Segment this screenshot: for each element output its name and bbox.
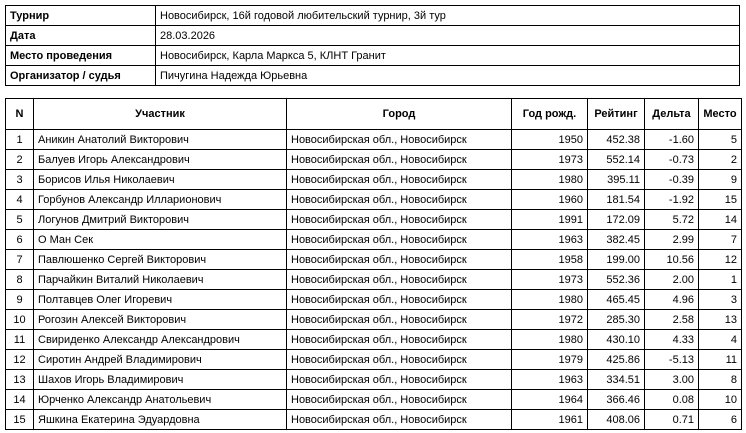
cell-participant: Парчайкин Виталий Николаевич	[34, 270, 287, 290]
info-label: Турнир	[6, 6, 156, 26]
results-header	[6, 99, 742, 130]
cell-place: 9	[699, 170, 742, 190]
cell-num: 5	[6, 210, 34, 230]
cell-birth-year: 1980	[512, 290, 588, 310]
cell-delta: -1.60	[645, 130, 699, 150]
header-city: Город	[287, 99, 512, 130]
cell-num: 4	[6, 190, 34, 210]
cell-place: 3	[699, 290, 742, 310]
cell-num: 7	[6, 250, 34, 270]
cell-place: 4	[699, 330, 742, 350]
cell-city: Новосибирская обл., Новосибирск	[287, 250, 512, 270]
cell-participant: Аникин Анатолий Викторович	[34, 130, 287, 150]
cell-participant: Борисов Илья Николаевич	[34, 170, 287, 190]
cell-birth-year: 1961	[512, 410, 588, 430]
table-row	[6, 130, 742, 150]
cell-city: Новосибирская обл., Новосибирск	[287, 210, 512, 230]
cell-participant: Свириденко Александр Александрович	[34, 330, 287, 350]
cell-delta: 4.96	[645, 290, 699, 310]
cell-num: 3	[6, 170, 34, 190]
cell-rating: 366.46	[588, 390, 645, 410]
cell-city: Новосибирская обл., Новосибирск	[287, 330, 512, 350]
cell-rating: 552.14	[588, 150, 645, 170]
cell-city: Новосибирская обл., Новосибирск	[287, 350, 512, 370]
cell-place: 13	[699, 310, 742, 330]
results-body	[6, 130, 742, 430]
cell-city: Новосибирская обл., Новосибирск	[287, 170, 512, 190]
cell-place: 14	[699, 210, 742, 230]
cell-place: 11	[699, 350, 742, 370]
cell-rating: 395.11	[588, 170, 645, 190]
cell-birth-year: 1973	[512, 270, 588, 290]
cell-num: 14	[6, 390, 34, 410]
cell-city: Новосибирская обл., Новосибирск	[287, 290, 512, 310]
cell-city: Новосибирская обл., Новосибирск	[287, 150, 512, 170]
cell-rating: 285.30	[588, 310, 645, 330]
info-value: Новосибирск, Карла Маркса 5, КЛНТ Гранит	[156, 46, 740, 66]
header-participant: Участник	[34, 99, 287, 130]
cell-delta: 0.08	[645, 390, 699, 410]
header-rating: Рейтинг	[588, 99, 645, 130]
table-row	[6, 350, 742, 370]
table-row	[6, 310, 742, 330]
cell-place: 2	[699, 150, 742, 170]
cell-birth-year: 1973	[512, 150, 588, 170]
info-value: 28.03.2026	[156, 26, 740, 46]
cell-city: Новосибирская обл., Новосибирск	[287, 190, 512, 210]
cell-participant: Сиротин Андрей Владимирович	[34, 350, 287, 370]
cell-place: 8	[699, 370, 742, 390]
cell-birth-year: 1950	[512, 130, 588, 150]
cell-rating: 199.00	[588, 250, 645, 270]
cell-participant: Логунов Дмитрий Викторович	[34, 210, 287, 230]
table-row	[6, 230, 742, 250]
cell-participant: Павлюшенко Сергей Викторович	[34, 250, 287, 270]
info-value: Новосибирск, 16й годовой любительский турнир, 3й тур	[156, 6, 740, 26]
cell-rating: 334.51	[588, 370, 645, 390]
cell-rating: 181.54	[588, 190, 645, 210]
cell-birth-year: 1991	[512, 210, 588, 230]
cell-num: 13	[6, 370, 34, 390]
cell-num: 9	[6, 290, 34, 310]
cell-delta: 3.00	[645, 370, 699, 390]
cell-delta: -0.39	[645, 170, 699, 190]
cell-birth-year: 1963	[512, 370, 588, 390]
cell-rating: 172.09	[588, 210, 645, 230]
cell-delta: -5.13	[645, 350, 699, 370]
cell-place: 12	[699, 250, 742, 270]
cell-delta: 10.56	[645, 250, 699, 270]
cell-birth-year: 1958	[512, 250, 588, 270]
tournament-info-body	[6, 6, 740, 86]
cell-city: Новосибирская обл., Новосибирск	[287, 270, 512, 290]
cell-rating: 425.86	[588, 350, 645, 370]
cell-rating: 465.45	[588, 290, 645, 310]
cell-participant: Балуев Игорь Александрович	[34, 150, 287, 170]
cell-birth-year: 1972	[512, 310, 588, 330]
cell-participant: Полтавцев Олег Игоревич	[34, 290, 287, 310]
results-header-row	[6, 99, 742, 130]
cell-num: 15	[6, 410, 34, 430]
info-row	[6, 6, 740, 26]
cell-delta: -1.92	[645, 190, 699, 210]
cell-birth-year: 1963	[512, 230, 588, 250]
info-label: Дата	[6, 26, 156, 46]
cell-participant: Яшкина Екатерина Эдуардовна	[34, 410, 287, 430]
table-row	[6, 250, 742, 270]
table-row	[6, 290, 742, 310]
cell-place: 6	[699, 410, 742, 430]
cell-city: Новосибирская обл., Новосибирск	[287, 410, 512, 430]
header-num: N	[6, 99, 34, 130]
cell-delta: 0.71	[645, 410, 699, 430]
cell-delta: 2.58	[645, 310, 699, 330]
cell-participant: Рогозин Алексей Викторович	[34, 310, 287, 330]
cell-place: 10	[699, 390, 742, 410]
table-row	[6, 210, 742, 230]
cell-delta: 4.33	[645, 330, 699, 350]
cell-participant: Юрченко Александр Анатольевич	[34, 390, 287, 410]
cell-city: Новосибирская обл., Новосибирск	[287, 230, 512, 250]
info-label: Место проведения	[6, 46, 156, 66]
cell-birth-year: 1980	[512, 170, 588, 190]
cell-rating: 382.45	[588, 230, 645, 250]
cell-birth-year: 1964	[512, 390, 588, 410]
cell-place: 1	[699, 270, 742, 290]
cell-participant: О Ман Сек	[34, 230, 287, 250]
table-row	[6, 410, 742, 430]
cell-place: 15	[699, 190, 742, 210]
info-label: Организатор / судья	[6, 66, 156, 86]
cell-num: 12	[6, 350, 34, 370]
results-table	[5, 98, 742, 430]
info-row	[6, 46, 740, 66]
table-row	[6, 330, 742, 350]
cell-delta: 2.99	[645, 230, 699, 250]
cell-city: Новосибирская обл., Новосибирск	[287, 310, 512, 330]
cell-delta: 2.00	[645, 270, 699, 290]
cell-num: 11	[6, 330, 34, 350]
cell-num: 1	[6, 130, 34, 150]
cell-city: Новосибирская обл., Новосибирск	[287, 370, 512, 390]
header-delta: Дельта	[645, 99, 699, 130]
info-row	[6, 66, 740, 86]
table-row	[6, 390, 742, 410]
cell-participant: Шахов Игорь Владимирович	[34, 370, 287, 390]
table-row	[6, 270, 742, 290]
cell-delta: 5.72	[645, 210, 699, 230]
table-row	[6, 150, 742, 170]
cell-participant: Горбунов Александр Илларионович	[34, 190, 287, 210]
cell-place: 7	[699, 230, 742, 250]
cell-rating: 430.10	[588, 330, 645, 350]
cell-rating: 552.36	[588, 270, 645, 290]
cell-city: Новосибирская обл., Новосибирск	[287, 130, 512, 150]
header-birth-year: Год рожд.	[512, 99, 588, 130]
info-value: Пичугина Надежда Юрьевна	[156, 66, 740, 86]
table-row	[6, 170, 742, 190]
cell-birth-year: 1979	[512, 350, 588, 370]
table-row	[6, 190, 742, 210]
header-place: Место	[699, 99, 742, 130]
table-row	[6, 370, 742, 390]
cell-birth-year: 1960	[512, 190, 588, 210]
cell-place: 5	[699, 130, 742, 150]
cell-rating: 452.38	[588, 130, 645, 150]
cell-num: 2	[6, 150, 34, 170]
cell-city: Новосибирская обл., Новосибирск	[287, 390, 512, 410]
info-row	[6, 26, 740, 46]
cell-birth-year: 1980	[512, 330, 588, 350]
cell-num: 8	[6, 270, 34, 290]
cell-rating: 408.06	[588, 410, 645, 430]
cell-delta: -0.73	[645, 150, 699, 170]
tournament-info-table	[5, 5, 740, 86]
cell-num: 10	[6, 310, 34, 330]
cell-num: 6	[6, 230, 34, 250]
